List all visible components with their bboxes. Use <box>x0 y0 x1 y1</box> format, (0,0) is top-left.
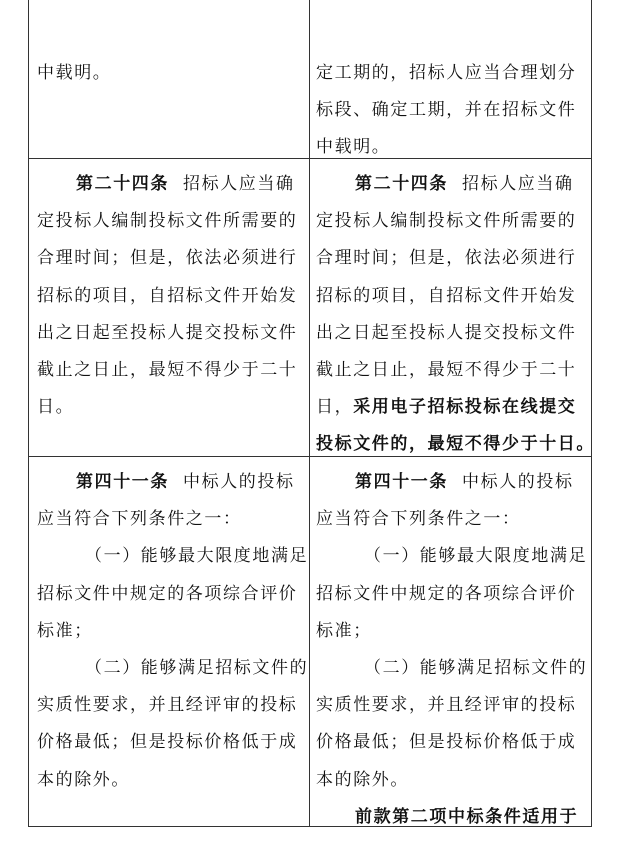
text-line: 招标的项目，自招标文件开始发 <box>316 285 577 306</box>
text-line: 本的除外。 <box>316 769 409 790</box>
added-text-line: 前款第二项中标条件适用于 <box>355 806 579 827</box>
article-heading-line <box>37 166 305 203</box>
comparison-table <box>28 0 595 827</box>
text-line: 标准； <box>316 620 372 641</box>
text-line: （一）能够最大限度地满足 <box>364 546 588 567</box>
article-number: 第二十四条 <box>76 174 169 194</box>
text-line: 中载明。 <box>37 63 112 83</box>
plain-text: 日， <box>316 397 354 418</box>
text-line: 招标文件中规定的各项综合评价 <box>37 583 298 604</box>
text-line: 定投标人编制投标文件所需要的 <box>37 211 298 232</box>
text-line: （一）能够最大限度地满足 <box>85 546 309 567</box>
added-text-line: 投标文件的，最短不得少于十日。 <box>316 434 595 455</box>
article-text: 招标人应当确 <box>462 174 574 194</box>
article-text: 中标人的投标 <box>183 472 295 492</box>
column-divider <box>309 0 310 826</box>
article-heading-line <box>37 464 305 501</box>
article-number: 第四十一条 <box>76 472 169 492</box>
text-line: 实质性要求，并且经评审的投标 <box>316 695 577 716</box>
text-line: 定投标人编制投标文件所需要的 <box>316 211 577 232</box>
text-line: 出之日起至投标人提交投标文件 <box>37 322 298 343</box>
text-line: 本的除外。 <box>37 769 130 790</box>
text-line: 截止之日止，最短不得少于二十 <box>37 359 298 380</box>
article-text: 招标人应当确 <box>183 174 295 194</box>
added-text: 采用电子招标投标在线提交 <box>353 397 577 418</box>
text-line: 实质性要求，并且经评审的投标 <box>37 695 298 716</box>
row2-right-cell <box>316 166 595 464</box>
text-line: 应当符合下列条件之一： <box>37 509 242 530</box>
text-line: 出之日起至投标人提交投标文件 <box>316 322 577 343</box>
text-line: 日。 <box>37 397 75 418</box>
row3-left-cell <box>37 464 309 799</box>
article-text: 中标人的投标 <box>462 472 574 492</box>
article-number: 第四十一条 <box>355 472 448 492</box>
text-line: 定工期的，招标人应当合理划分 <box>316 63 577 83</box>
text-line: 招标文件中规定的各项综合评价 <box>316 583 577 604</box>
article-heading-line <box>316 166 584 203</box>
row3-right-cell <box>316 464 588 836</box>
text-line: 合理时间；但是，依法必须进行 <box>316 248 577 269</box>
text-line: 价格最低；但是投标价格低于成 <box>316 732 577 753</box>
text-line: 截止之日止，最短不得少于二十 <box>316 359 577 380</box>
row1-left-cell <box>37 55 305 92</box>
text-line: （二）能够满足招标文件的 <box>85 657 309 678</box>
text-line: 价格最低；但是投标价格低于成 <box>37 732 298 753</box>
text-line: 应当符合下列条件之一： <box>316 509 521 530</box>
amended-text-line <box>316 389 584 426</box>
text-line: 合理时间；但是，依法必须进行 <box>37 248 298 269</box>
row2-left-cell <box>37 166 305 426</box>
text-line: 标段、确定工期，并在招标文件 <box>316 100 577 121</box>
text-line: 标准； <box>37 620 93 641</box>
text-line: 中载明。 <box>316 137 391 158</box>
text-line: （二）能够满足招标文件的 <box>364 657 588 678</box>
article-heading-line <box>316 464 584 501</box>
article-number: 第二十四条 <box>355 174 448 194</box>
row1-right-cell <box>316 55 584 167</box>
text-line: 招标的项目，自招标文件开始发 <box>37 285 298 306</box>
